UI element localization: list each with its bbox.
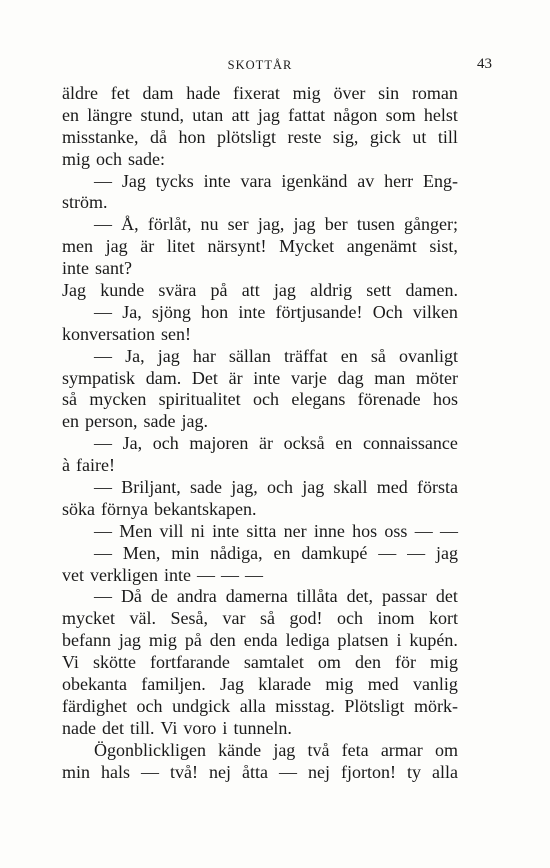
text-line: Jag kunde svära på att jag aldrig sett damen. — [62, 280, 458, 301]
text-line: inte sant? — [62, 258, 132, 279]
running-title: SKOTTÅR — [227, 58, 293, 72]
body-text — [62, 83, 458, 784]
text-line: — Jag tycks inte vara igenkänd av herr Eng- — [94, 170, 458, 191]
text-line: — Ja, och majoren är också en connaissance — [94, 433, 458, 454]
page-number: 43 — [477, 56, 492, 72]
text-line: à faire! — [62, 455, 115, 476]
text-line: nade det till. Vi voro i tunneln. — [62, 717, 292, 738]
text-line: en längre stund, utan att jag fattat någon som helst — [62, 104, 458, 125]
text-line: befann jag mig på den enda lediga platsen i kupén. — [62, 630, 458, 651]
text-line: sympatisk dam. Det är inte varje dag man möter — [62, 367, 458, 388]
text-line: — Å, förlåt, nu ser jag, jag ber tusen gånger; — [94, 214, 458, 235]
text-line: en person, sade jag. — [62, 411, 208, 432]
text-line: — Briljant, sade jag, och jag skall med första — [94, 477, 458, 498]
text-line: färdighet och undgick alla misstag. Plötsligt mörk- — [62, 695, 458, 716]
text-line: — Ja, jag har sällan träffat en så ovanligt — [94, 345, 458, 366]
text-line: men jag är litet närsynt! Mycket angenämt sist, — [62, 236, 458, 257]
text-line: misstanke, då hon plötsligt reste sig, gick ut till — [62, 126, 458, 147]
text-line: så mycken spiritualitet och elegans förenade hos — [62, 389, 458, 410]
text-line: vet verkligen inte — — — — [62, 564, 263, 585]
text-line: Ögonblickligen kände jag två feta armar om — [94, 739, 458, 760]
text-line: min hals — två! nej åtta — nej fjorton! ty alla — [62, 761, 458, 782]
text-line: Vi skötte fortfarande samtalet om den för mig — [62, 652, 458, 673]
text-line: söka förnya bekantskapen. — [62, 498, 257, 519]
text-line: mycket väl. Seså, var så god! och inom kort — [62, 608, 458, 629]
text-line: obekanta familjen. Jag klarade mig med vanlig — [62, 674, 458, 695]
text-line: — Ja, sjöng hon inte förtjusande! Och vilken — [94, 301, 458, 322]
text-line: — Men, min nådiga, en damkupé — — jag — [94, 542, 458, 563]
text-line: konversation sen! — [62, 323, 191, 344]
text-line: — Då de andra damerna tillåta det, passar det — [94, 586, 458, 607]
text-line: äldre fet dam hade fixerat mig över sin roman — [62, 83, 458, 103]
text-line: — Men vill ni inte sitta ner inne hos oss — — — [94, 520, 458, 541]
running-head — [60, 56, 492, 76]
text-line: ström. — [62, 192, 108, 213]
text-line: mig och sade: — [62, 148, 165, 169]
